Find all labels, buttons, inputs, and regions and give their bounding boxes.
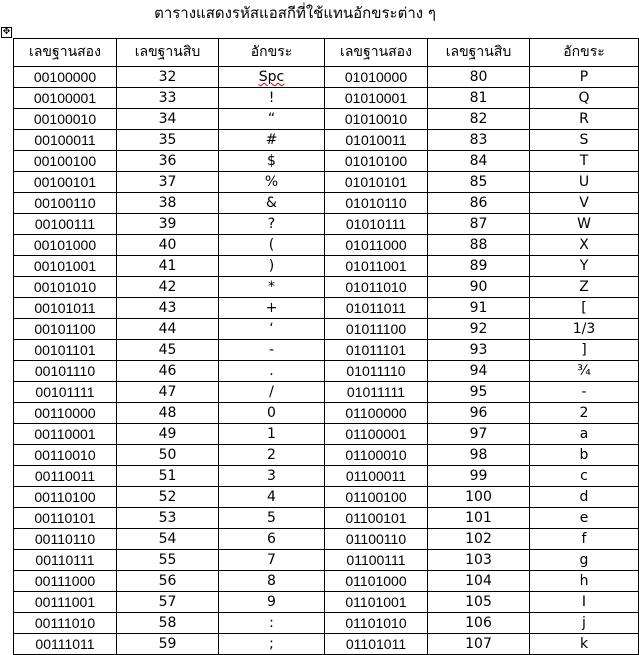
decimal-cell: 88 — [428, 235, 530, 256]
char-cell: ! — [219, 88, 325, 109]
decimal-cell: 96 — [428, 403, 530, 424]
binary-cell: 00101010 — [14, 277, 117, 298]
char-cell: 2 — [219, 445, 325, 466]
char-cell: I — [530, 592, 639, 613]
header-decimal-2: เลขฐานสิบ — [428, 39, 530, 67]
char-cell: 7 — [219, 550, 325, 571]
decimal-cell: 36 — [117, 151, 219, 172]
binary-cell: 01101010 — [325, 613, 428, 634]
binary-cell: 00101000 — [14, 235, 117, 256]
table-row — [14, 256, 639, 277]
binary-cell: 00111011 — [14, 634, 117, 655]
table-row — [14, 466, 639, 487]
char-cell: j — [530, 613, 639, 634]
decimal-cell: 95 — [428, 382, 530, 403]
char-cell: e — [530, 508, 639, 529]
char-cell: X — [530, 235, 639, 256]
table-row — [14, 151, 639, 172]
table-move-handle-icon[interactable]: ✥ — [2, 27, 11, 37]
binary-cell: 01011011 — [325, 298, 428, 319]
char-cell: h — [530, 571, 639, 592]
char-cell: ] — [530, 340, 639, 361]
table-row — [14, 403, 639, 424]
char-cell: $ — [219, 151, 325, 172]
char-cell: # — [219, 130, 325, 151]
char-cell: a — [530, 424, 639, 445]
decimal-cell: 89 — [428, 256, 530, 277]
decimal-cell: 105 — [428, 592, 530, 613]
char-cell: : — [219, 613, 325, 634]
table-row — [14, 67, 639, 88]
binary-cell: 00110111 — [14, 550, 117, 571]
char-cell: . — [219, 361, 325, 382]
decimal-cell: 56 — [117, 571, 219, 592]
header-decimal-1: เลขฐานสิบ — [117, 39, 219, 67]
binary-cell: 01100101 — [325, 508, 428, 529]
char-cell: ¾ — [530, 361, 639, 382]
char-cell: Spc — [219, 67, 325, 88]
char-cell: T — [530, 151, 639, 172]
decimal-cell: 51 — [117, 466, 219, 487]
decimal-cell: 106 — [428, 613, 530, 634]
decimal-cell: 42 — [117, 277, 219, 298]
char-cell: b — [530, 445, 639, 466]
binary-cell: 00100110 — [14, 193, 117, 214]
table-row — [14, 298, 639, 319]
decimal-cell: 45 — [117, 340, 219, 361]
binary-cell: 00100011 — [14, 130, 117, 151]
binary-cell: 00110110 — [14, 529, 117, 550]
binary-cell: 01100001 — [325, 424, 428, 445]
binary-cell: 00110100 — [14, 487, 117, 508]
decimal-cell: 85 — [428, 172, 530, 193]
decimal-cell: 91 — [428, 298, 530, 319]
decimal-cell: 58 — [117, 613, 219, 634]
decimal-cell: 80 — [428, 67, 530, 88]
binary-cell: 00101110 — [14, 361, 117, 382]
decimal-cell: 104 — [428, 571, 530, 592]
char-cell: ) — [219, 256, 325, 277]
binary-cell: 01011101 — [325, 340, 428, 361]
binary-cell: 01011000 — [325, 235, 428, 256]
char-cell: U — [530, 172, 639, 193]
binary-cell: 00100000 — [14, 67, 117, 88]
binary-cell: 00111000 — [14, 571, 117, 592]
char-cell: 9 — [219, 592, 325, 613]
binary-cell: 00110011 — [14, 466, 117, 487]
binary-cell: 01011110 — [325, 361, 428, 382]
decimal-cell: 46 — [117, 361, 219, 382]
char-cell: “ — [219, 109, 325, 130]
binary-cell: 01011111 — [325, 382, 428, 403]
decimal-cell: 41 — [117, 256, 219, 277]
decimal-cell: 40 — [117, 235, 219, 256]
binary-cell: 00110101 — [14, 508, 117, 529]
decimal-cell: 52 — [117, 487, 219, 508]
char-cell: 1 — [219, 424, 325, 445]
decimal-cell: 32 — [117, 67, 219, 88]
table-row — [14, 634, 639, 655]
decimal-cell: 55 — [117, 550, 219, 571]
char-cell: % — [219, 172, 325, 193]
table-row — [14, 592, 639, 613]
decimal-cell: 93 — [428, 340, 530, 361]
binary-cell: 00100001 — [14, 88, 117, 109]
char-cell: + — [219, 298, 325, 319]
char-cell: 6 — [219, 529, 325, 550]
binary-cell: 01010101 — [325, 172, 428, 193]
binary-cell: 00100111 — [14, 214, 117, 235]
char-cell: * — [219, 277, 325, 298]
binary-cell: 00100100 — [14, 151, 117, 172]
decimal-cell: 54 — [117, 529, 219, 550]
decimal-cell: 86 — [428, 193, 530, 214]
char-cell: [ — [530, 298, 639, 319]
char-cell: ( — [219, 235, 325, 256]
decimal-cell: 99 — [428, 466, 530, 487]
binary-cell: 01011100 — [325, 319, 428, 340]
decimal-cell: 43 — [117, 298, 219, 319]
decimal-cell: 82 — [428, 109, 530, 130]
decimal-cell: 87 — [428, 214, 530, 235]
binary-cell: 01100111 — [325, 550, 428, 571]
binary-cell: 00110001 — [14, 424, 117, 445]
binary-cell: 01100100 — [325, 487, 428, 508]
char-cell: / — [219, 382, 325, 403]
decimal-cell: 107 — [428, 634, 530, 655]
char-cell: Q — [530, 88, 639, 109]
binary-cell: 01010010 — [325, 109, 428, 130]
header-char-1: อักขระ — [219, 39, 325, 67]
table-row — [14, 550, 639, 571]
decimal-cell: 101 — [428, 508, 530, 529]
binary-cell: 00100101 — [14, 172, 117, 193]
char-cell: f — [530, 529, 639, 550]
binary-cell: 01011001 — [325, 256, 428, 277]
binary-cell: 01101001 — [325, 592, 428, 613]
char-cell: 8 — [219, 571, 325, 592]
decimal-cell: 48 — [117, 403, 219, 424]
table-row — [14, 361, 639, 382]
table-row — [14, 424, 639, 445]
decimal-cell: 84 — [428, 151, 530, 172]
decimal-cell: 100 — [428, 487, 530, 508]
decimal-cell: 53 — [117, 508, 219, 529]
binary-cell: 00101111 — [14, 382, 117, 403]
char-cell: Z — [530, 277, 639, 298]
table-row — [14, 487, 639, 508]
table-row — [14, 340, 639, 361]
binary-cell: 00101011 — [14, 298, 117, 319]
decimal-cell: 37 — [117, 172, 219, 193]
table-body — [14, 67, 639, 655]
table-row — [14, 445, 639, 466]
binary-cell: 01100011 — [325, 466, 428, 487]
char-cell: c — [530, 466, 639, 487]
binary-cell: 01010001 — [325, 88, 428, 109]
decimal-cell: 59 — [117, 634, 219, 655]
binary-cell: 00101101 — [14, 340, 117, 361]
decimal-cell: 103 — [428, 550, 530, 571]
decimal-cell: 35 — [117, 130, 219, 151]
header-binary-1: เลขฐานสอง — [14, 39, 117, 67]
decimal-cell: 47 — [117, 382, 219, 403]
table-row — [14, 571, 639, 592]
binary-cell: 00100010 — [14, 109, 117, 130]
decimal-cell: 92 — [428, 319, 530, 340]
binary-cell: 01010011 — [325, 130, 428, 151]
decimal-cell: 57 — [117, 592, 219, 613]
char-cell: ? — [219, 214, 325, 235]
table-row — [14, 235, 639, 256]
binary-cell: 01101000 — [325, 571, 428, 592]
decimal-cell: 33 — [117, 88, 219, 109]
table-row — [14, 130, 639, 151]
decimal-cell: 97 — [428, 424, 530, 445]
table-row — [14, 214, 639, 235]
char-cell: d — [530, 487, 639, 508]
decimal-cell: 102 — [428, 529, 530, 550]
binary-cell: 01100110 — [325, 529, 428, 550]
decimal-cell: 94 — [428, 361, 530, 382]
header-binary-2: เลขฐานสอง — [325, 39, 428, 67]
char-cell: & — [219, 193, 325, 214]
decimal-cell: 38 — [117, 193, 219, 214]
char-cell: W — [530, 214, 639, 235]
char-cell: S — [530, 130, 639, 151]
binary-cell: 01100000 — [325, 403, 428, 424]
char-cell: V — [530, 193, 639, 214]
binary-cell: 01010000 — [325, 67, 428, 88]
decimal-cell: 50 — [117, 445, 219, 466]
table-row — [14, 193, 639, 214]
char-cell: R — [530, 109, 639, 130]
binary-cell: 01010110 — [325, 193, 428, 214]
binary-cell: 00101001 — [14, 256, 117, 277]
binary-cell: 01011010 — [325, 277, 428, 298]
header-char-2: อักขระ — [530, 39, 639, 67]
char-cell: 3 — [219, 466, 325, 487]
decimal-cell: 81 — [428, 88, 530, 109]
char-cell: 5 — [219, 508, 325, 529]
binary-cell: 01100010 — [325, 445, 428, 466]
char-cell: k — [530, 634, 639, 655]
char-cell: ; — [219, 634, 325, 655]
table-row — [14, 319, 639, 340]
char-cell: P — [530, 67, 639, 88]
table-row — [14, 508, 639, 529]
table-row — [14, 172, 639, 193]
decimal-cell: 44 — [117, 319, 219, 340]
char-cell: 1/3 — [530, 319, 639, 340]
binary-cell: 01010100 — [325, 151, 428, 172]
char-cell: - — [530, 382, 639, 403]
table-row — [14, 109, 639, 130]
binary-cell: 01010111 — [325, 214, 428, 235]
decimal-cell: 34 — [117, 109, 219, 130]
decimal-cell: 83 — [428, 130, 530, 151]
table-row — [14, 382, 639, 403]
char-cell: - — [219, 340, 325, 361]
char-cell: 0 — [219, 403, 325, 424]
table-row — [14, 529, 639, 550]
binary-cell: 00111010 — [14, 613, 117, 634]
binary-cell: 00110010 — [14, 445, 117, 466]
binary-cell: 00101100 — [14, 319, 117, 340]
decimal-cell: 39 — [117, 214, 219, 235]
decimal-cell: 49 — [117, 424, 219, 445]
ascii-table — [13, 38, 639, 655]
char-cell: 4 — [219, 487, 325, 508]
char-cell: Y — [530, 256, 639, 277]
char-cell: ‘ — [219, 319, 325, 340]
char-cell: 2 — [530, 403, 639, 424]
table-row — [14, 613, 639, 634]
table-row — [14, 277, 639, 298]
decimal-cell: 90 — [428, 277, 530, 298]
table-header-row — [14, 39, 639, 67]
table-row — [14, 88, 639, 109]
decimal-cell: 98 — [428, 445, 530, 466]
binary-cell: 01101011 — [325, 634, 428, 655]
binary-cell: 00110000 — [14, 403, 117, 424]
char-cell: g — [530, 550, 639, 571]
binary-cell: 00111001 — [14, 592, 117, 613]
page-title: ตารางแสดงรหัสแอสกีที่ใช้แทนอักขระต่าง ๆ — [154, 4, 436, 22]
